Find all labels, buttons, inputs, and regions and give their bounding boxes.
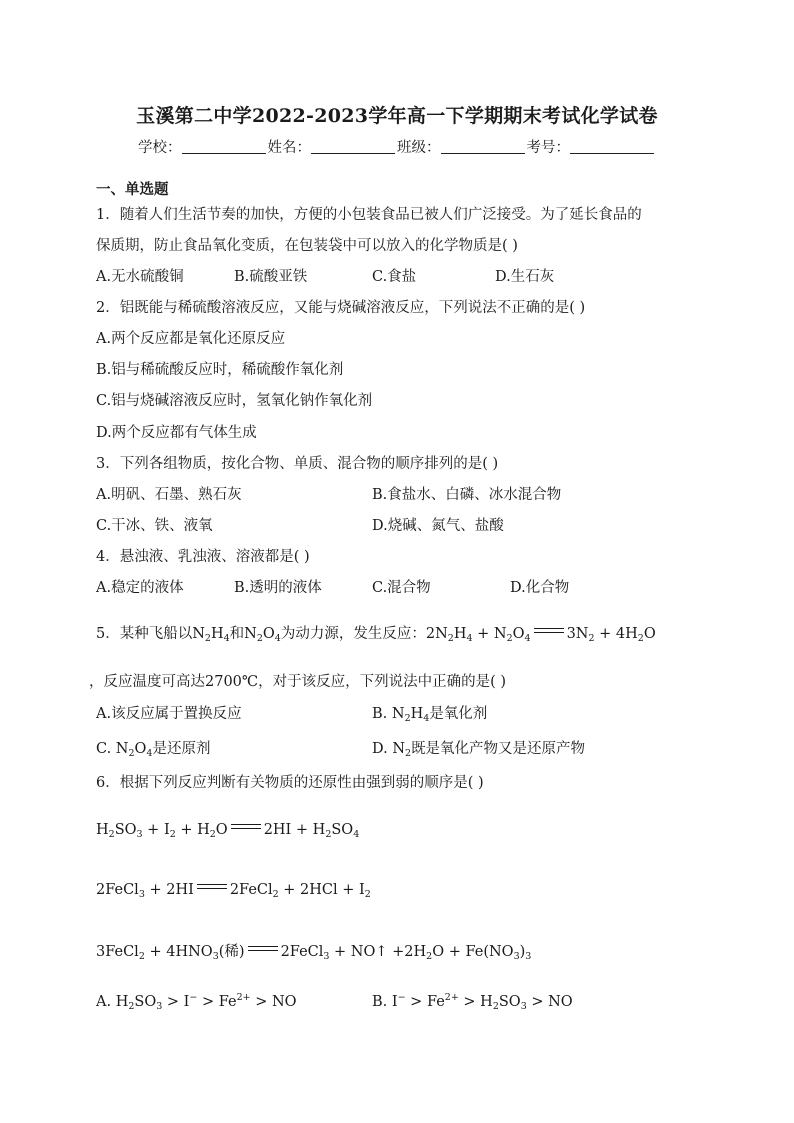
q2-option-c[interactable]: C.铝与烧碱溶液反应时，氢氧化钠作氧化剂 [96,393,373,409]
q5-option-c-prefix: C. [96,741,112,757]
q2-option-d[interactable]: D.两个反应都有气体生成 [96,425,257,441]
q4-option-a[interactable]: A.稳定的液体 [96,580,184,596]
q5-option-a[interactable]: A.该反应属于置换反应 [96,706,242,722]
q4-option-d[interactable]: D.化合物 [510,580,570,596]
q5-option-d-text: 既是氧化产物又是还原产物 [411,741,586,757]
q6-equation-2: 2FeCl$_3$ + 2HI 2FeCl$_2$ + $2HCl + I_2$ [96,882,371,900]
q1-stem-line2: 保质期，防止食品氧化变质，在包装袋中可以放入的化学物质是( ) [96,238,518,254]
class-blank[interactable] [441,139,525,154]
q5-prefix: 5．某种飞船以 [96,626,193,642]
q5-option-c[interactable]: C. $N_2O_4$是还原剂 [96,741,211,759]
q6-equation-1: $H_2SO_3 + I_2 + H_2O$ $2HI + H_2SO_4$ [96,822,360,840]
q1-option-a[interactable]: A.无水硫酸铜 [96,269,184,285]
q6-option-a-prefix: A. [96,994,112,1010]
q4-stem: 4．悬浊液、乳浊液、溶液都是( ) [96,549,310,565]
number-label: 考号： [526,140,570,156]
q5-option-b-text: 是氧化剂 [429,706,488,722]
q6-option-b[interactable]: B. $I^- > Fe^{2+} > H_2SO_3$ > NO [372,992,573,1012]
q3-option-a[interactable]: A.明矾、石墨、熟石灰 [96,487,242,503]
q4-option-c[interactable]: C.混合物 [372,580,431,596]
class-label: 班级： [397,140,441,156]
student-info-line [0,136,794,157]
q6-option-a[interactable]: A. $H_2SO_3 > I^- > Fe^{2+}$ > NO [96,992,297,1012]
q5-stem-line1 [96,624,656,644]
q1-option-b[interactable]: B.硫酸亚铁 [234,269,308,285]
q3-option-d[interactable]: D.烧碱、氮气、盐酸 [372,518,504,534]
q1-option-d[interactable]: D.生石灰 [495,269,555,285]
name-blank[interactable] [311,139,395,154]
school-label: 学校： [138,140,182,156]
q1-stem-line1: 1．随着人们生活节奏的加快，方便的小包装食品已被人们广泛接受。为了延长食品的 [96,207,642,223]
q2-stem: 2．铝既能与稀硫酸溶液反应，又能与烧碱溶液反应，下列说法不正确的是( ) [96,300,586,316]
section-heading: 一、单选题 [96,181,169,198]
q5-reaction-equation: $2N_2H_4 + N_2O_4$ $3N_2 + 4H_2O$ [425,626,656,644]
q5-option-c-text: 是还原剂 [152,741,211,757]
dilute-label: 稀 [224,944,239,960]
q5-option-d[interactable]: D. $N_2$既是氧化产物又是还原产物 [372,741,586,759]
q4-option-b[interactable]: B.透明的液体 [234,580,322,596]
q2-option-b[interactable]: B.铝与稀硫酸反应时，稀硫酸作氧化剂 [96,362,344,378]
equals-sign [231,821,261,833]
q5-stem-line2: ，反应温度可高达2700℃，对于该反应，下列说法中正确的是( ) [89,674,507,690]
q3-stem: 3．下列各组物质，按化合物、单质、混合物的顺序排列的是( ) [96,456,499,472]
q5-mid: 为动力源，发生反应： [280,626,426,642]
formula-n2h4: $N_2H_4$ [192,626,230,644]
q6-option-b-prefix: B. [372,994,388,1010]
q5-option-d-prefix: D. [372,741,388,757]
q3-option-b[interactable]: B.食盐水、白磷、冰水混合物 [372,487,562,503]
equals-sign [197,881,227,893]
page-title: 玉溪第二中学2022-2023学年高一下学期期末考试化学试卷 [136,105,658,127]
school-blank[interactable] [182,139,266,154]
q5-option-b[interactable]: B. $N_2H_4$是氧化剂 [372,706,488,724]
q5-and: 和 [229,626,245,642]
name-label: 姓名： [267,140,311,156]
q1-option-c[interactable]: C.食盐 [372,269,417,285]
formula-n2o4: $N_2O_4$ [244,626,281,644]
q6-equation-3: 3FeCl$_2$ + $4HNO_3$(稀) 2FeCl$_3$ + NO↑ $+2H_2O + Fe(NO_3)_3$ [96,944,532,962]
equals-sign [248,943,278,955]
q6-stem: 6．根据下列反应判断有关物质的还原性由强到弱的顺序是( ) [96,775,484,791]
equals-sign [534,625,564,637]
q3-option-c[interactable]: C.干冰、铁、液氧 [96,518,213,534]
q5-option-b-prefix: B. [372,706,388,722]
q2-option-a[interactable]: A.两个反应都是氧化还原反应 [96,331,286,347]
number-blank[interactable] [570,139,654,154]
